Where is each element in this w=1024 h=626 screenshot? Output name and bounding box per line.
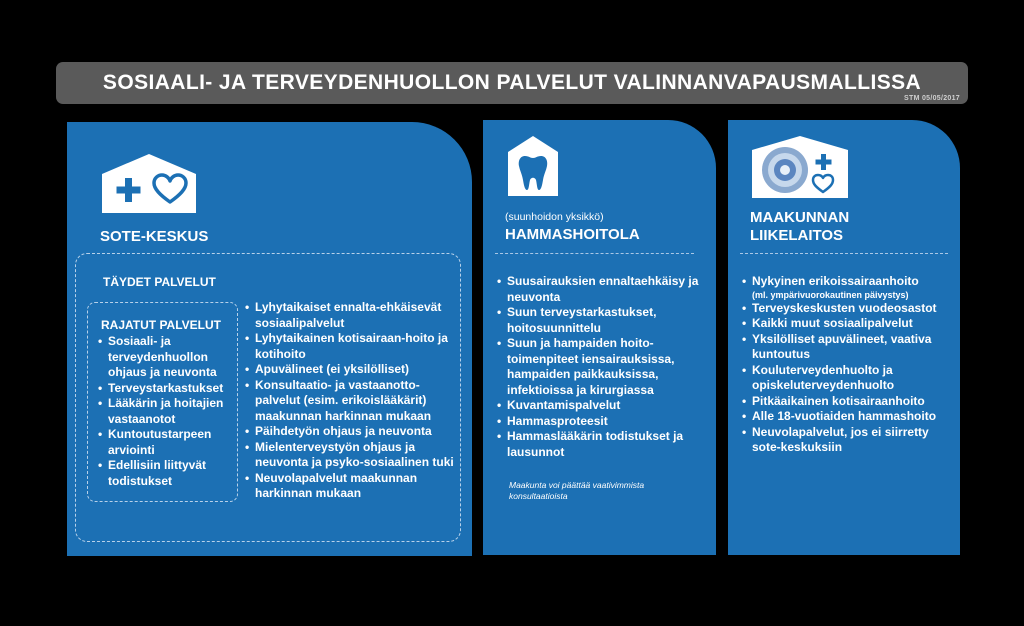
divider (740, 253, 948, 254)
list-item-text: Nykyinen erikoissairaanhoito (752, 274, 919, 288)
title-bar (56, 62, 968, 104)
list-item: • Neuvolapalvelut, jos ei siirretty sote-keskuksiin (742, 425, 956, 456)
house-cross-heart-icon (100, 152, 198, 215)
list-item (742, 274, 956, 301)
full-services-label: TÄYDET PALVELUT (103, 275, 216, 289)
list-item: • Konsultaatio- ja vastaanotto-palvelut (esim. erikoislääkärit) maakunnan harkinnan mukaan (245, 378, 459, 425)
sote-keskus-panel (67, 122, 472, 556)
list-item: • Kuntoutustarpeen arviointi (98, 427, 238, 458)
list-item: • Kaikki muut sosiaalipalvelut (742, 316, 956, 332)
list-item: • Suusairauksien ennaltaehkäisy ja neuvonta (497, 274, 699, 305)
regional-services-list (742, 274, 956, 456)
regional-title-line1: MAAKUNNAN (750, 209, 850, 226)
list-item: • Hammasproteesit (497, 414, 699, 430)
list-item: • Yksilölliset apuvälineet, vaativa kuntoutus (742, 332, 956, 363)
list-item: • Terveyskeskusten vuodeosastot (742, 301, 956, 317)
list-item: • Suun terveystarkastukset, hoitosuunnittelu (497, 305, 699, 336)
regional-title-line2: LIIKELAITOS (750, 227, 844, 244)
list-item: • Pitkäaikainen kotisairaanhoito (742, 394, 956, 410)
list-item: • Terveystarkastukset (98, 381, 238, 397)
list-item: • Lääkärin ja hoitajien vastaanotot (98, 396, 238, 427)
list-item: • Mielenterveystyön ohjaus ja neuvonta ja psyko-sosiaalinen tuki (245, 440, 459, 471)
list-item-subnote: (ml. ympärivuorokautinen päivystys) (752, 289, 909, 300)
list-item: • Edellisiin liittyvät todistukset (98, 458, 238, 489)
sote-title: SOTE-KESKUS (100, 228, 209, 245)
maakunnan-liikelaitos-panel (728, 120, 960, 555)
date-stamp: STM 05/05/2017 (904, 95, 960, 102)
limited-services-list (98, 334, 238, 489)
page-title: SOSIAALI- JA TERVEYDENHUOLLON PALVELUT VALINNANVAPAUSMALLISSA (102, 71, 922, 94)
limited-services-label: RAJATUT PALVELUT (101, 318, 221, 332)
list-item: • Apuvälineet (ei yksilölliset) (245, 362, 459, 378)
list-item: • Lyhytaikainen kotisairaan-hoito ja kotihoito (245, 331, 459, 362)
house-tooth-icon (506, 134, 560, 198)
list-item: • Sosiaali- ja terveydenhuollon ohjaus ja neuvonta (98, 334, 238, 381)
list-item: • Lyhytaikaiset ennalta-ehkäisevät sosiaalipalvelut (245, 300, 459, 331)
hammashoitola-panel (483, 120, 716, 555)
list-item: • Suun ja hampaiden hoito-toimenpiteet iensairauksissa, hampaiden paikkauksissa, infektioissa ja kirurgiassa (497, 336, 699, 398)
full-services-list (245, 300, 459, 502)
list-item: • Kouluterveydenhuolto ja opiskeluterveydenhuolto (742, 363, 956, 394)
list-item: • Päihdetyön ohjaus ja neuvonta (245, 424, 459, 440)
house-scanner-cross-heart-icon (750, 134, 850, 200)
list-item: • Alle 18-vuotiaiden hammashoito (742, 409, 956, 425)
dental-title: HAMMASHOITOLA (505, 226, 640, 243)
list-item: • Kuvantamispalvelut (497, 398, 699, 414)
list-item: • Neuvolapalvelut maakunnan harkinnan mukaan (245, 471, 459, 502)
dental-note: Maakunta voi päättää vaativimmista konsultaatioista (509, 480, 645, 501)
divider (495, 253, 694, 254)
dental-subtitle: (suunhoidon yksikkö) (505, 211, 604, 223)
list-item: • Hammaslääkärin todistukset ja lausunnot (497, 429, 699, 460)
dental-services-list (497, 274, 699, 460)
